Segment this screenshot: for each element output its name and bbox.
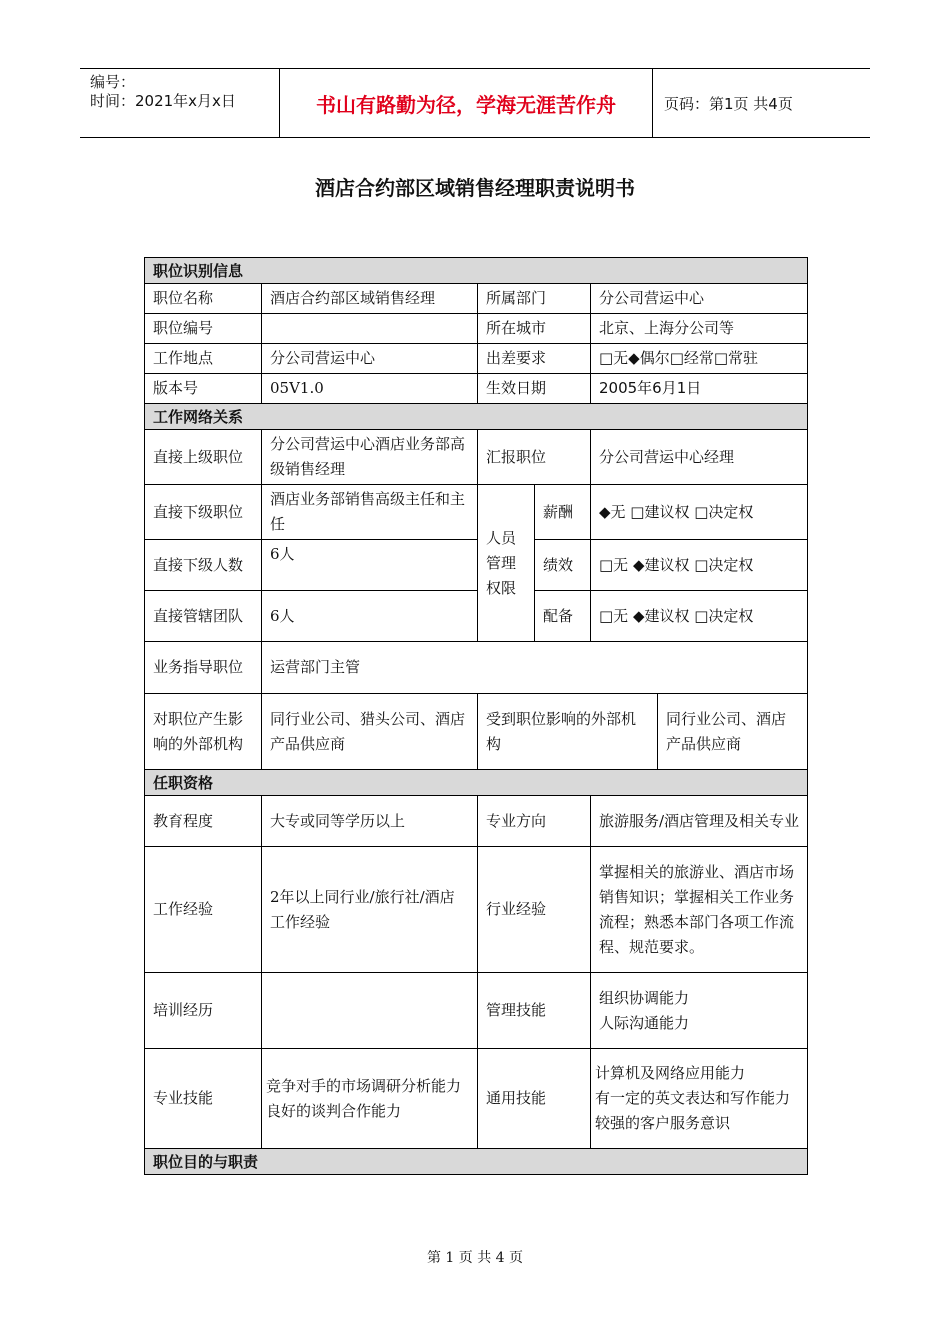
field-value: 酒店合约部区域销售经理 [262,284,478,314]
field-label: 绩效 [535,540,591,591]
field-value [262,1049,478,1149]
field-value: □无 ◆建议权 □决定权 [591,591,808,642]
section-identity: 职位识别信息 [145,258,808,284]
field-label: 工作地点 [145,344,262,374]
field-value: 掌握相关的旅游业、酒店市场销售知识；掌握相关工作业务流程；熟悉本部门各项工作流程、规范要求。 [591,847,808,973]
field-label: 直接下级职位 [145,485,262,540]
field-value: 6人 [262,591,478,642]
field-value: 分公司营运中心酒店业务部高级销售经理 [262,430,478,485]
field-label: 对职位产生影响的外部机构 [145,694,262,770]
field-label: 职位名称 [145,284,262,314]
list-item: 有一定的英文表达和写作能力 [595,1089,791,1107]
field-value [591,1049,808,1149]
header-page-number: 页码：第1页 共4页 [664,94,793,113]
identity-row [145,314,808,344]
header-motto: 书山有路勤为径，学海无涯苦作舟 [280,69,653,137]
field-label: 通用技能 [478,1049,591,1149]
document-number-label: 编号： [90,73,136,91]
field-label: 受到职位影响的外部机构 [478,694,658,770]
document-title: 酒店合约部区域销售经理职责说明书 [315,176,635,200]
field-value: 2年以上同行业/旅行社/酒店工作经验 [262,847,478,973]
field-value: 分公司营运中心经理 [591,430,808,485]
document-time-label: 时间：2021年x月x日 [90,92,236,110]
field-label: 所属部门 [478,284,591,314]
field-label: 所在城市 [478,314,591,344]
field-label: 培训经历 [145,973,262,1049]
field-label: 人员管理权限 [478,485,535,642]
field-label: 配备 [535,591,591,642]
field-label: 教育程度 [145,796,262,847]
field-value [262,973,478,1049]
field-value: 旅游服务/酒店管理及相关专业 [591,796,808,847]
list-item: 较强的客户服务意识 [595,1114,731,1132]
section-network: 工作网络关系 [145,404,808,430]
field-value: 分公司营运中心 [591,284,808,314]
field-label: 专业方向 [478,796,591,847]
field-value: ◆无 □建议权 □决定权 [591,485,808,540]
field-value: 运营部门主管 [262,642,808,694]
job-description-table [144,257,808,1175]
field-label: 版本号 [145,374,262,404]
field-value: □无 ◆建议权 □决定权 [591,540,808,591]
identity-row [145,284,808,314]
field-label: 直接上级职位 [145,430,262,485]
field-value: 同行业公司、酒店产品供应商 [658,694,808,770]
field-label: 汇报职位 [478,430,591,485]
section-qualifications: 任职资格 [145,770,808,796]
section-purpose: 职位目的与职责 [145,1149,808,1175]
field-label: 薪酬 [535,485,591,540]
field-value: 2005年6月1日 [591,374,808,404]
list-item: 组织协调能力 [599,988,690,1007]
field-value: 6人 [262,540,478,591]
field-label: 职位编号 [145,314,262,344]
field-label: 行业经验 [478,847,591,973]
field-value: 大专或同等学历以上 [262,796,478,847]
page-footer: 第 1 页 共 4 页 [426,1250,524,1266]
field-label: 出差要求 [478,344,591,374]
field-label: 直接下级人数 [145,540,262,591]
field-label: 工作经验 [145,847,262,973]
field-value: 分公司营运中心 [262,344,478,374]
field-label: 直接管辖团队 [145,591,262,642]
list-item: 竞争对手的市场调研分析能力 [266,1076,462,1095]
field-value: □无◆偶尔□经常□常驻 [591,344,808,374]
field-value: 北京、上海分公司等 [591,314,808,344]
field-label: 业务指导职位 [145,642,262,694]
field-label: 管理技能 [478,973,591,1049]
list-item: 计算机及网络应用能力 [595,1064,746,1082]
header-meta [80,69,280,137]
field-label: 生效日期 [478,374,591,404]
identity-row [145,374,808,404]
identity-row [145,344,808,374]
list-item: 人际沟通能力 [599,1013,690,1032]
field-value: 同行业公司、猎头公司、酒店产品供应商 [262,694,478,770]
field-label: 专业技能 [145,1049,262,1149]
list-item: 良好的谈判合作能力 [266,1101,402,1120]
field-value: 酒店业务部销售高级主任和主任 [262,485,478,540]
field-value [591,973,808,1049]
field-value: 05V1.0 [262,374,478,404]
document-header [80,68,870,138]
field-value [262,314,478,344]
